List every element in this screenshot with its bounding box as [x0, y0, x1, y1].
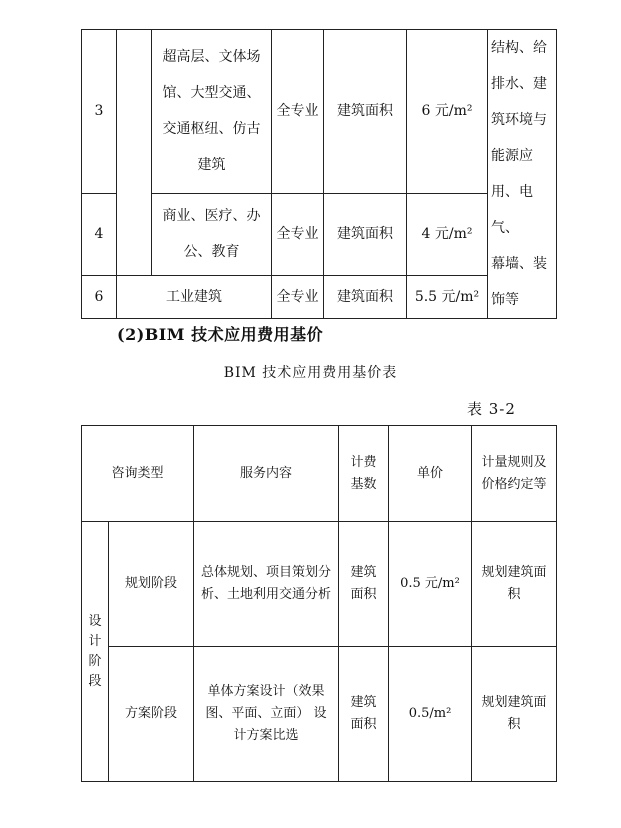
- empty-category-cell: [117, 30, 152, 276]
- price-cell: 6 元/m²: [407, 30, 488, 194]
- design-stage-label: 设 计 阶 段: [82, 522, 109, 782]
- notes-cell: 结构、给 排水、建 筑环境与 能源应 用、电气、 幕墙、装 饰等: [488, 30, 557, 319]
- building-type: 超高层、文体场 馆、大型交通、 交通枢纽、仿古 建筑: [152, 30, 272, 194]
- table-header-row: [82, 426, 557, 522]
- header-basis: 计费 基数: [339, 426, 389, 522]
- header-unit-price: 单价: [389, 426, 472, 522]
- table-caption: BIM 技术应用费用基价表: [223, 365, 398, 381]
- rules-cell: 规划建筑面 积: [472, 522, 557, 647]
- table-row: [82, 647, 557, 782]
- basis-cell: 建筑面积: [324, 276, 407, 319]
- header-rules: 计量规则及 价格约定等: [472, 426, 557, 522]
- service-content: 总体规划、项目策划分 析、土地利用交通分析: [194, 522, 339, 647]
- scope-cell: 全专业: [272, 193, 324, 275]
- building-type: 商业、医疗、办 公、教育: [152, 193, 272, 275]
- bim-fee-table: [81, 425, 557, 782]
- basis-cell: 建筑面积: [324, 193, 407, 275]
- scope-cell: 全专业: [272, 30, 324, 194]
- scope-cell: 全专业: [272, 276, 324, 319]
- section-heading: (2)BIM 技术应用费用基价: [117, 325, 324, 344]
- sub-stage: 方案阶段: [109, 647, 194, 782]
- header-consult-type: 咨询类型: [82, 426, 194, 522]
- table-number: 表 3-2: [467, 400, 516, 418]
- header-service-content: 服务内容: [194, 426, 339, 522]
- fee-table-continued: [81, 29, 557, 319]
- sub-stage: 规划阶段: [109, 522, 194, 647]
- row-number: 6: [82, 276, 117, 319]
- service-content: 单体方案设计（效果 图、平面、立面） 设 计方案比选: [194, 647, 339, 782]
- table-row: [82, 30, 557, 194]
- row-number: 3: [82, 30, 117, 194]
- rules-cell: 规划建筑面 积: [472, 647, 557, 782]
- unit-price: 0.5 元/m²: [389, 522, 472, 647]
- unit-price: 0.5/m²: [389, 647, 472, 782]
- row-number: 4: [82, 193, 117, 275]
- basis-cell: 建筑 面积: [339, 647, 389, 782]
- table-row: [82, 193, 557, 275]
- price-cell: 4 元/m²: [407, 193, 488, 275]
- basis-cell: 建筑 面积: [339, 522, 389, 647]
- table-row: [82, 276, 557, 319]
- price-cell: 5.5 元/m²: [407, 276, 488, 319]
- basis-cell: 建筑面积: [324, 30, 407, 194]
- table-row: [82, 522, 557, 647]
- building-type: 工业建筑: [117, 276, 272, 319]
